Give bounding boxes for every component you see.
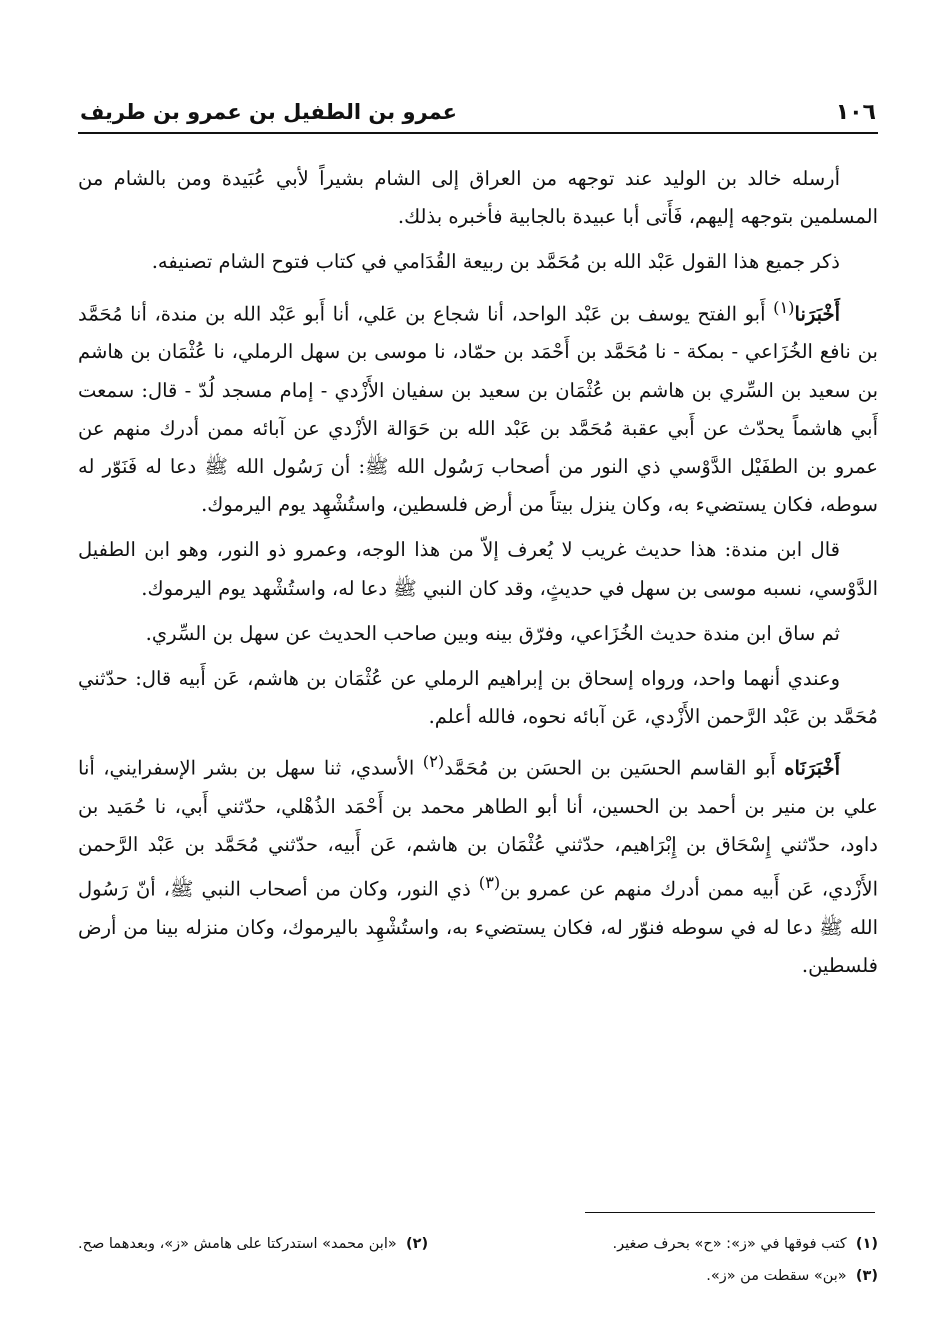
page-header [78, 98, 878, 134]
footnote-marker-1: (١) [773, 297, 795, 317]
paragraph-7-text-a: أَبو القاسم الحسَين بن الحسَن بن مُحَمَّد [444, 756, 785, 780]
footnote-row-1 [78, 1228, 878, 1260]
page-number: ١٠٦ [835, 100, 876, 125]
footnote-1 [613, 1228, 878, 1260]
paragraph-6: وعندي أنهما واحد، ورواه إسحاق بن إبراهيم الرملي عن عُثْمَان بن هاشم، عَن أَبيه قال: حدّثني مُحَمَّد بن عَبْد الرَّحمن الأَزْدي، عَن آبائه نحوه، فالله أعلم. [78, 666, 878, 729]
footnote-2-text: «ابن محمد» استدركتا على هامش «ز»، وبعدهما صح. [78, 1236, 397, 1252]
footnote-marker-2: (٢) [422, 752, 445, 772]
paragraph-2: ذكر جميع هذا القول عَبْد الله بن مُحَمَّد بن ربيعة القُدَامي في كتاب فتوح الشام تصنيفه. [151, 250, 840, 274]
narration-lead: أَخْبَرَنَاه [784, 756, 840, 780]
main-text [78, 160, 878, 993]
paragraph-4: قال ابن مندة: هذا حديث غريب لا يُعرف إلاّ من هذا الوجه، وعمرو ذو النور، وهو ابن الطفيل الدَّوْسي، نسبه موسى بن سهل في حديثٍ، وقد كان النبي ﷺ دعا له، واستُشْهد يوم اليرموك. [78, 538, 878, 600]
footnote-2 [78, 1228, 428, 1260]
footnote-1-text: كتب فوقها في «ز»: «ح» بحرف صغير. [612, 1236, 847, 1252]
running-title: عمرو بن الطفيل بن عمرو بن طريف [80, 100, 458, 124]
footnote-3-number: (٣) [855, 1268, 878, 1284]
footnote-3-text: «بن» سقطت من «ز». [706, 1268, 847, 1284]
paragraph-1: أرسله خالد بن الوليد عند توجهه من العراق إلى الشام بشيراً لأبي عُبَيدة ومن بالشام من المسلمين بتوجهه إليهم، فَأَتى أبا عبيدة بالجابية فأخبره بذلك. [78, 167, 878, 229]
footnote-3 [706, 1260, 878, 1292]
narration-lead: أَخْبَرَنا [794, 302, 840, 326]
paragraph-3-text: أَبو الفتح يوسف بن عَبْد الواحد، أنا شجاع بن عَلي، أنا أَبو عَبْد الله بن مندة، أنا مُحَمَّد بن نافع الخُزَاعي - بمكة - نا مُحَمَّد بن أَحْمَد بن حمّاد، نا موسى بن سهل الرملي، نا عُثْمَان بن هاشم بن سعيد بن السِّري بن هاشم بن عُثْمَان بن سعيد بن سفيان الأَزْدي - إمام مسجد لُدّ - قال: سمعت أَبي هاشماً يحدّث عن أَبي عقبة مُحَمَّد بن عَبْد الله بن حَوَالة الأزْدي عن آبائه ممن أدرك منهم عن عمرو بن الطفَيْل الدَّوْسي ذي النور من أصحاب رَسُول الله ﷺ: أن رَسُول الله ﷺ دعا له فَنَوّر له سوطه، فكان يستضيء به، وكان ينزل بيتاً من أرض فلسطين، واستُشْهِد يوم اليرموك. [78, 302, 878, 517]
paragraph-7 [78, 743, 878, 985]
paragraph-5: ثم ساق ابن مندة حديث الخُزَاعي، وفرّق بينه وبين صاحب الحديث عن سهل بن السِّري. [145, 621, 840, 645]
footnote-2-number: (٢) [405, 1236, 429, 1252]
footnote-1-number: (١) [855, 1236, 878, 1252]
footnote-marker-3: (٣) [478, 873, 501, 893]
paragraph-7-text-b: الأسدي، ثنا سهل بن بشر الإسفرايني، أنا علي بن منير بن أحمد بن الحسين، أنا أبو الطاهر محمد بن أَحْمَد الذُهْلي، حدّثني أَبي، نا حُمَيد بن داود، حدّثني إِسْحَاق بن إِبْرَاهيم، حدّثني عُثْمَان بن هاشم، عَن أَبيه، حدّثني مُحَمَّد بن عَبْد الرَّحمن الأَزْدي، عَن أَبيه ممن أدرك منهم عن عمرو بن [78, 756, 879, 901]
footnote-row-2 [78, 1260, 878, 1292]
footnotes [78, 1228, 878, 1292]
footnote-divider [585, 1212, 875, 1213]
paragraph-3 [78, 289, 878, 525]
paragraph-7-text-c: ذي النور، وكان من أصحاب النبي ﷺ، أنّ رَسُول الله ﷺ دعا له في سوطه فنوّر له، فكان يستضيء به، واستُشْهِد باليرموك، وكان منزله بينا من أرض فلسطين. [78, 877, 878, 978]
